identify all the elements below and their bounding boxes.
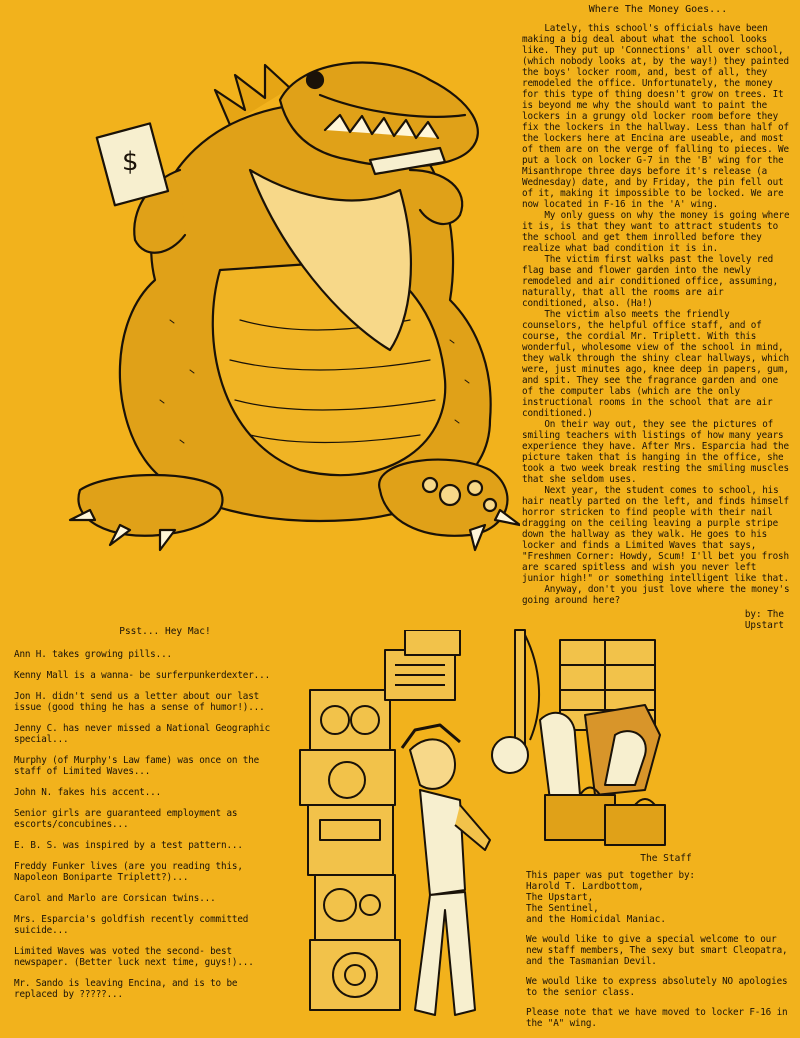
article-paragraph: The victim first walks past the lovely red flag base and flower garden into the newly remodeled and air conditioned office, assuming, naturally, that all the rooms are air conditioned, also. (Ha!) [522, 254, 779, 309]
staff-section [526, 853, 796, 1038]
article-headline: Where The Money Goes... [588, 4, 728, 15]
staff-name: Harold T. Lardbottom, [526, 881, 644, 892]
article-paragraph: On their way out, they see the pictures of smiling teachers with listings of how many years experience they have. After Mrs. Esparcia had the picture taken that is hanging in the office, she took a two week break resting the smiling muscles that she seldom uses. [522, 419, 789, 485]
staff-names [526, 881, 796, 925]
gossip-item: John N. fakes his accent... [14, 787, 162, 798]
svg-text:$: $ [122, 147, 139, 177]
staff-welcome: We would like to give a special welcome to our new staff members, The sexy but smart Cleopatra, and the Tasmanian Devil. [526, 934, 788, 967]
office-illustration [485, 625, 700, 855]
gossip-item: Carol and Marlo are Corsican twins... [14, 893, 216, 904]
staff-name: The Sentinel, [526, 903, 599, 914]
gossip-item: Limited Waves was voted the second- best newspaper. (Better luck next time, guys!)... [14, 946, 254, 968]
staff-apology: We would like to express absolutely NO apologies to the senior class. [526, 976, 788, 998]
gossip-item: Kenny Mall is a wanna- be surferpunkerdexter... [14, 670, 271, 681]
article-paragraph: The victim also meets the friendly counselors, the helpful office staff, and of course, the cordial Mr. Triplett. With this wonderful, wholesome view of the school in mind, they walk through the shiny clear hallways, which were, just minutes ago, knee deep in papers, gum, and spit. They see the fragrance garden and one of the computer labs (which are the only instructional rooms in the school that are air conditioned.) [522, 309, 789, 419]
stereo-tower-person-icon [290, 630, 505, 1025]
gossip-item: Murphy (of Murphy's Law fame) was once on the staff of Limited Waves... [14, 755, 260, 777]
gossip-item: Jenny C. has never missed a National Geographic special... [14, 723, 271, 745]
alligator-monster-illustration [50, 20, 520, 555]
article-paragraph: Lately, this school's officials have been making a big deal about what the school looks like. They put up 'Connections' all over school, (which nobody looks at, by the way!) they painted the boys' locker room, and, best of all, they remodeled the office. Unfortunately, the money for this type of thing doesn't grow on trees. It is beyond me why the should want to paint the lockers in a grungy old locker room before they fix the lockers in the hallway. Less than half of the lockers here at Encina are useable, and most of them are on the verge of falling to pieces. We put a lock on locker G-7 in the 'B' wing for the Misanthrope three days before it's release (a Wednesday) date, and by Friday, the pin fell out of it, making it impossible to be locked. We are now located in F-16 in the 'A' wing. [522, 23, 789, 210]
office-desk-chair-icon [485, 625, 700, 855]
staff-name: and the Homicidal Maniac. [526, 914, 666, 925]
staff-title: The Staff [640, 853, 692, 864]
staff-name: The Upstart, [526, 892, 594, 903]
article-where-the-money-goes [522, 4, 794, 631]
article-paragraph: Next year, the student comes to school, his hair neatly parted on the left, and finds himself horror stricken to find people with their nail dragging on the ceiling leaving a purple stripe down the hallway as they walk. He goes to his locker and finds a Limited Waves that says, "Freshmen Corner: Howdy, Scum! I'll bet you frosh are scared spitless and wish you never left junior high!" or something intelligent like that. [522, 485, 789, 584]
article-paragraph: My only guess on why the money is going where it is, is that they want to attract students to the school and get them inrolled before they realize what bad condition it is in. [522, 210, 790, 254]
article-paragraph: Anyway, don't you just love where the money's going around here? [522, 584, 790, 606]
gossip-item: Freddy Funker lives (are you reading this, Napoleon Boniparte Triplett?)... [14, 861, 243, 883]
gossip-item: Mrs. Esparcia's goldfish recently committed suicide... [14, 914, 249, 936]
staff-moved-note: Please note that we have moved to locker F-16 in the "A" wing. [526, 1007, 788, 1029]
gossip-item: Senior girls are guaranteed employment as escorts/concubines... [14, 808, 238, 830]
gossip-column [14, 626, 286, 1010]
gossip-item: Mr. Sando is leaving Encina, and is to be replaced by ?????... [14, 978, 238, 1000]
staff-intro: This paper was put together by: [526, 870, 695, 881]
gossip-item: Jon H. didn't send us a letter about our last issue (good thing he has a sense of humor!)... [14, 691, 265, 713]
gossip-item: Ann H. takes growing pills... [14, 649, 172, 660]
gossip-title: Psst... Hey Mac! [119, 626, 211, 637]
article-byline: by: The Upstart [744, 609, 784, 631]
gossip-item: E. B. S. was inspired by a test pattern... [14, 840, 243, 851]
alligator-monster-icon [50, 20, 520, 555]
stereo-tower-illustration [290, 630, 505, 1025]
